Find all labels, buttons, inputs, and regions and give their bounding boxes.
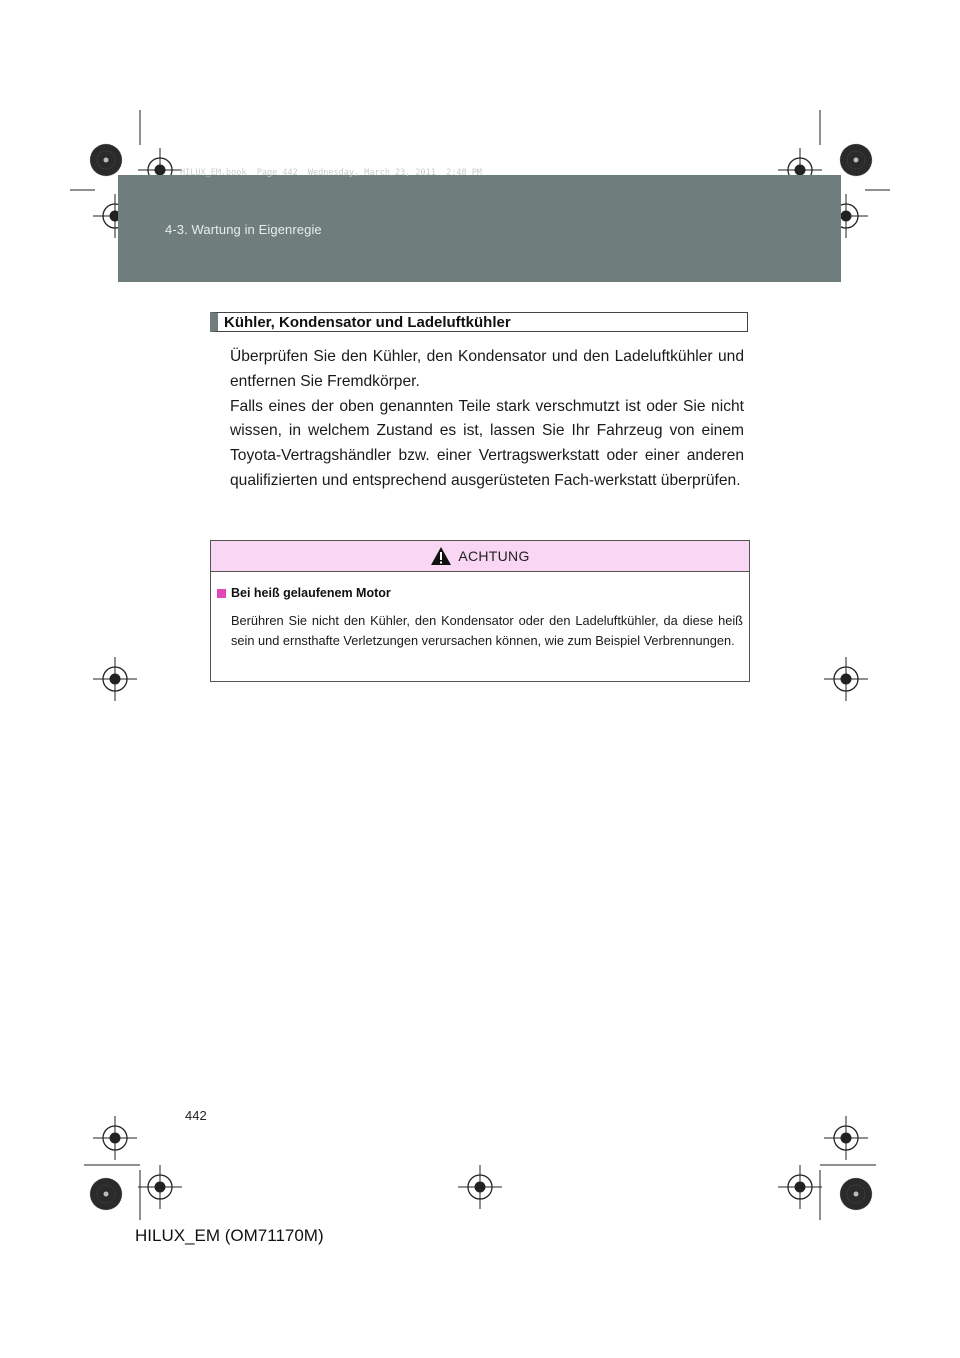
page-number: 442 <box>185 1108 207 1123</box>
body-paragraph: Überprüfen Sie den Kühler, den Kondensator und den Ladeluftkühler und entfernen Sie Fremdkörper. <box>230 348 744 390</box>
topic-heading-text: Kühler, Kondensator und Ladeluftkühler <box>224 313 511 331</box>
square-bullet-icon <box>217 589 226 598</box>
warning-triangle-icon <box>430 546 452 566</box>
warning-box <box>210 540 750 682</box>
section-title: 4-3. Wartung in Eigenregie <box>165 222 322 237</box>
document-code: HILUX_EM (OM71170M) <box>135 1226 324 1245</box>
warning-text: Berühren Sie nicht den Kühler, den Kondensator oder den Ladeluftkühler, da diese heiß sein und ernsthafte Verletzungen verursachen können, wie zum Beispiel Verbrennungen. <box>231 613 743 648</box>
warning-subtitle-text: Bei heiß gelaufenem Motor <box>231 586 391 600</box>
topic-heading <box>210 312 748 332</box>
body-paragraph: Falls eines der oben genannten Teile stark verschmutzt ist oder Sie nicht wissen, in welchem Zustand es ist, lassen Sie Ihr Fahrzeug von einem Toyota-Vertragshändler bzw. einer Vertragswerkstatt oder einer anderen qualifizierten und entsprechend ausgerüsteten Fach-werkstatt überprüfen. <box>230 397 744 489</box>
body-text <box>230 345 744 494</box>
warning-subtitle <box>217 586 391 600</box>
warning-label: ACHTUNG <box>458 548 530 564</box>
book-stamp: HILUX_EM.book Page 442 Wednesday, March 23, 2011 2:48 PM <box>180 168 482 178</box>
warning-header <box>211 541 749 572</box>
